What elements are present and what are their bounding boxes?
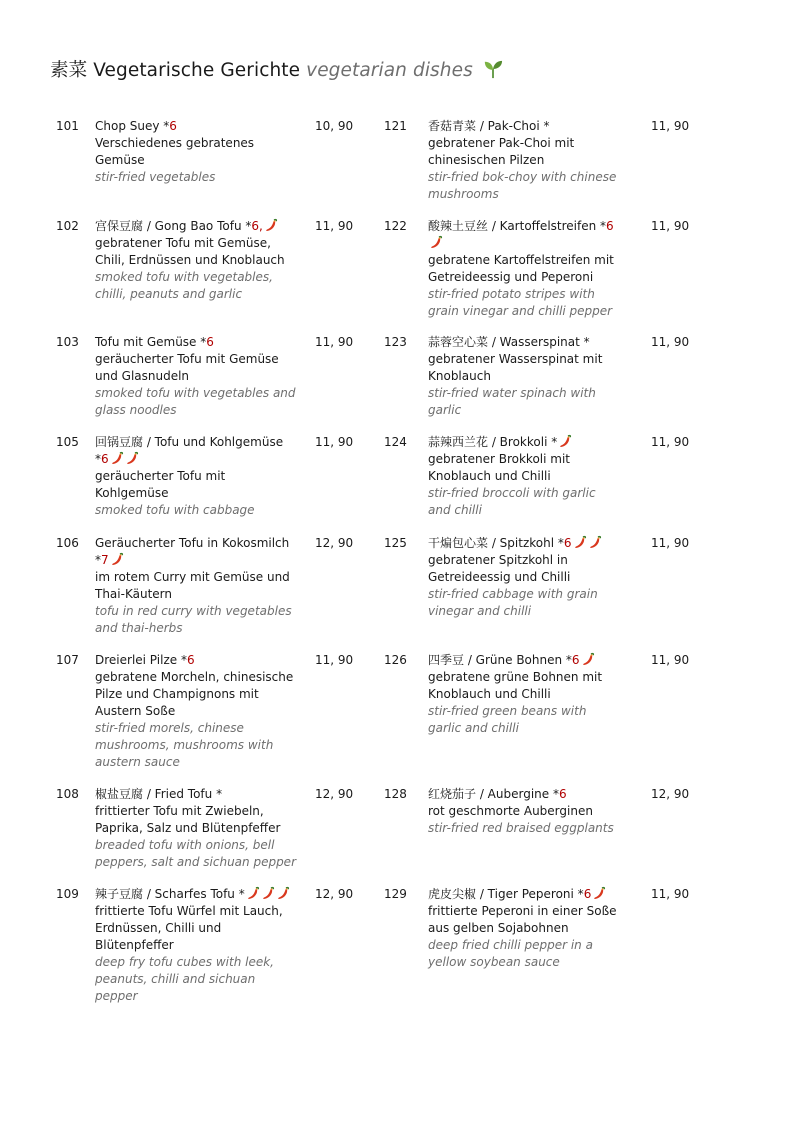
item-german-description: rot geschmorte Auberginen [428,804,593,818]
additive-code: 6 [563,536,572,550]
additive-code: 6 [583,887,592,901]
item-description [428,886,620,971]
item-german-description: gebratener Brokkoli mit Knoblauch und Chilli [428,452,570,483]
item-name: Tofu mit Gemüse [95,335,197,349]
item-german-description: gebratener Tofu mit Gemüse, Chili, Erdnüssen und Knoblauch [95,236,285,267]
item-name: Dreierlei Pilze [95,653,178,667]
item-price: 11, 90 [651,887,690,901]
item-price: 11, 90 [315,219,354,233]
item-english-description: smoked tofu with vegetables, chilli, peanuts and garlic [95,270,273,301]
item-price: 11, 90 [651,219,690,233]
item-star: * [159,119,170,133]
item-star: * [579,335,590,349]
item-description [95,434,298,519]
item-english-description: smoked tofu with cabbage [95,503,255,517]
item-number: 129 [384,887,407,901]
item-price: 12, 90 [315,787,354,801]
item-star: * [547,435,558,449]
item-number: 105 [56,435,79,449]
item-number: 123 [384,335,407,349]
item-star: * [554,536,564,550]
additive-code: 6 [186,653,195,667]
item-number: 108 [56,787,79,801]
additive-code: 6 [571,653,580,667]
item-price: 12, 90 [315,887,354,901]
item-star: * [196,335,207,349]
additive-code: 6 [101,452,109,466]
item-price: 11, 90 [315,435,354,449]
item-number: 121 [384,119,407,133]
item-name: 红烧茄子 / Aubergine [428,787,550,801]
item-price: 11, 90 [651,335,690,349]
item-german-description: gebratene Kartoffelstreifen mit Getreideessig und Peperoni [428,253,614,284]
item-number: 103 [56,335,79,349]
item-star: * [212,787,223,801]
item-name: 香菇青菜 / Pak-Choi [428,119,540,133]
item-german-description: geräucherter Tofu mit Kohlgemüse [95,469,226,500]
item-star: * [549,787,559,801]
item-english-description: stir-fried broccoli with garlic and chilli [428,486,596,517]
item-german-description: gebratener Spitzkohl in Getreideessig und Chilli [428,553,571,584]
item-name: 四季豆 / Grüne Bohnen [428,653,563,667]
item-description [95,886,298,1005]
title-chinese: 素菜 [50,60,88,81]
item-star: * [539,119,550,133]
item-description [95,118,298,186]
item-description [95,334,298,419]
item-price: 11, 90 [651,119,690,133]
chili-pepper-icon [110,552,124,566]
item-price: 11, 90 [651,653,690,667]
item-number: 125 [384,536,407,550]
item-star: * [562,653,572,667]
item-number: 101 [56,119,79,133]
item-name: 椒盐豆腐 / Fried Tofu [95,787,213,801]
item-english-description: stir-fried green beans with garlic and chilli [428,704,587,735]
item-name: Chop Suey [95,119,160,133]
item-description [428,786,620,837]
chili-pepper-icon [592,886,606,900]
item-star: * [177,653,187,667]
additive-code: 6, [251,219,263,233]
chili-pepper-icon [558,434,572,448]
item-price: 12, 90 [651,787,690,801]
item-name: 辣子豆腐 / Scharfes Tofu [95,887,235,901]
item-english-description: stir-fried morels, chinese mushrooms, mushrooms with austern sauce [95,721,274,769]
item-description [428,652,620,737]
item-english-description: stir-fried red braised eggplants [428,821,614,835]
item-description [428,118,620,203]
item-description [95,652,298,771]
item-english-description: stir-fried potato stripes with grain vinegar and chilli pepper [428,287,613,318]
item-star: * [95,553,101,567]
chili-pepper-icon [429,235,443,249]
item-english-description: deep fried chilli pepper in a yellow soybean sauce [428,938,593,969]
chili-pepper-icon [276,886,290,900]
item-name: 蒜蓉空心菜 / Wasserspinat [428,335,580,349]
item-price: 11, 90 [651,536,690,550]
item-german-description: frittierte Peperoni in einer Soße aus gelben Sojabohnen [428,904,617,935]
item-german-description: gebratener Pak-Choi mit chinesischen Pilzen [428,136,575,167]
item-german-description: geräucherter Tofu mit Gemüse und Glasnudeln [95,352,279,383]
item-star: * [241,219,252,233]
item-description [95,218,298,303]
item-german-description: frittierte Tofu Würfel mit Lauch, Erdnüssen, Chilli und Blütenpfeffer [95,904,283,952]
chili-pepper-icon [261,886,275,900]
item-german-description: im rotem Curry mit Gemüse und Thai-Käutern [95,570,290,601]
item-german-description: gebratene Morcheln, chinesische Pilze und Champignons mit Austern Soße [95,670,294,718]
item-star: * [234,887,245,901]
item-number: 128 [384,787,407,801]
chili-pepper-icon [588,535,602,549]
item-star: * [95,452,101,466]
item-english-description: stir-fried water spinach with garlic [428,386,596,417]
item-name: Geräucherter Tofu in Kokosmilch [95,536,290,550]
item-description [428,535,620,620]
chili-pepper-icon [246,886,260,900]
item-price: 11, 90 [315,653,354,667]
item-description [428,334,620,419]
item-star: * [596,219,607,233]
chili-pepper-icon [110,451,124,465]
item-english-description: smoked tofu with vegetables and glass noodles [95,386,296,417]
item-number: 124 [384,435,407,449]
additive-code: 7 [101,553,109,567]
additive-code: 6 [606,219,614,233]
item-english-description: stir-fried vegetables [95,170,216,184]
page-title [50,56,504,82]
item-english-description: stir-fried bok-choy with chinese mushrooms [428,170,617,201]
item-english-description: stir-fried cabbage with grain vinegar and chilli [428,587,598,618]
item-description [95,535,298,637]
seedling-icon [482,59,504,79]
additive-code: 6 [558,787,567,801]
item-name: 虎皮尖椒 / Tiger Peperoni [428,887,574,901]
item-german-description: frittierter Tofu mit Zwiebeln, Paprika, Salz und Blütenpfeffer [95,804,281,835]
item-name: 回锅豆腐 / Tofu und Kohlgemüse [95,435,284,449]
title-german: Vegetarische Gerichte [93,60,301,81]
item-number: 102 [56,219,79,233]
item-star: * [573,887,584,901]
item-description [428,218,620,320]
item-english-description: tofu in red curry with vegetables and thai-herbs [95,604,292,635]
item-price: 11, 90 [651,435,690,449]
additive-code: 6 [169,119,177,133]
item-name: 干煸包心菜 / Spitzkohl [428,536,555,550]
item-number: 122 [384,219,407,233]
item-number: 106 [56,536,79,550]
chili-pepper-icon [264,218,278,232]
item-price: 10, 90 [315,119,354,133]
item-english-description: breaded tofu with onions, bell peppers, salt and sichuan pepper [95,838,296,869]
item-description [428,434,620,519]
item-number: 126 [384,653,407,667]
item-name: 酸辣土豆丝 / Kartoffelstreifen [428,219,597,233]
item-price: 12, 90 [315,536,354,550]
item-description [95,786,298,871]
item-name: 宫保豆腐 / Gong Bao Tofu [95,219,242,233]
item-german-description: Verschiedenes gebratenes Gemüse [95,136,255,167]
item-german-description: gebratener Wasserspinat mit Knoblauch [428,352,603,383]
chili-pepper-icon [573,535,587,549]
item-german-description: gebratene grüne Bohnen mit Knoblauch und Chilli [428,670,603,701]
item-price: 11, 90 [315,335,354,349]
title-english: vegetarian dishes [306,60,473,81]
item-number: 107 [56,653,79,667]
item-english-description: deep fry tofu cubes with leek, peanuts, chilli and sichuan pepper [95,955,274,1003]
chili-pepper-icon [581,652,595,666]
chili-pepper-icon [125,451,139,465]
item-name: 蒜辣西兰花 / Brokkoli [428,435,548,449]
item-number: 109 [56,887,79,901]
additive-code: 6 [206,335,214,349]
